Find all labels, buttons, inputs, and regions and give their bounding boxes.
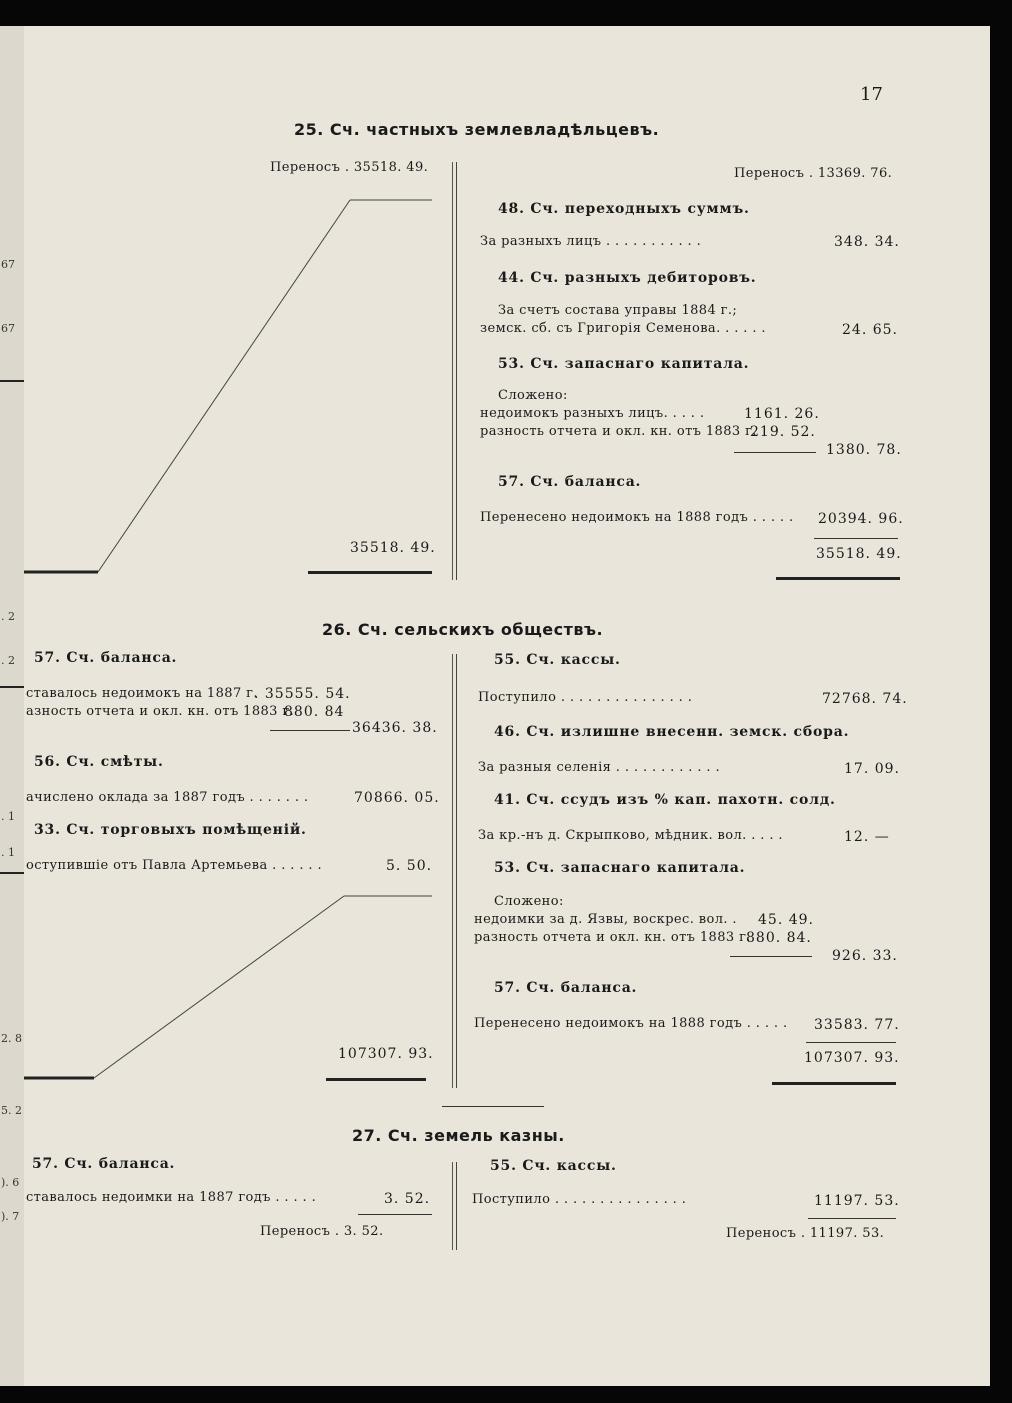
row-57-left-line-1: ставалось недоимокъ на 1887 г. [26, 686, 258, 701]
heading-55: 55. Сч. кассы. [494, 652, 621, 668]
row-57-right-label: Перенесено недоимокъ на 1888 годъ . . . . . [474, 1016, 788, 1031]
row-55-amount: 72768. 74. [822, 691, 908, 707]
row-57-left-line-2: азность отчета и окл. кн. отъ 1883 г. [26, 704, 295, 719]
row-33-label: оступившіе отъ Павла Артемьева . . . . . . [26, 858, 323, 873]
heading-56: 56. Сч. смѣты. [34, 754, 164, 770]
right-total-25: 35518. 49. [816, 546, 902, 562]
row-44-label-2: земск. сб. съ Григорія Семенова. . . . . . [480, 321, 766, 336]
prev-fragment: ). 6 [1, 1176, 20, 1189]
row-57-sec27-amount: 3. 52. [384, 1191, 431, 1207]
left-total-25: 35518. 49. [350, 540, 436, 556]
row-53-right-amount-2: 880. 84. [746, 930, 812, 946]
section-26-title: 26. Сч. сельскихъ обществъ. [322, 620, 604, 639]
prev-fragment: 67 [1, 322, 15, 335]
row-55-sec27-label: Поступило . . . . . . . . . . . . . . . [472, 1192, 687, 1207]
row-53-amount-2: 219. 52. [750, 424, 816, 440]
heading-53: 53. Сч. запаснаго капитала. [498, 356, 750, 372]
row-57-amount: 20394. 96. [818, 511, 904, 527]
prev-fragment: . 2 [1, 654, 15, 667]
left-total-26: 107307. 93. [338, 1046, 434, 1062]
row-53-right-total: 926. 33. [832, 948, 898, 964]
left-carry-27: Переносъ . 3. 52. [260, 1224, 384, 1239]
row-48-label: За разныхъ лицъ . . . . . . . . . . . [480, 234, 702, 249]
heading-57-left: 57. Сч. баланса. [34, 650, 178, 666]
right-carry-25: Переносъ . 13369. 76. [734, 166, 893, 181]
row-57-left-total: 36436. 38. [352, 720, 438, 736]
row-33-amount: 5. 50. [386, 858, 433, 874]
prev-fragment: . 1 [1, 810, 15, 823]
row-57-left-amount-1: . 35555. 54. [254, 686, 351, 702]
row-53-intro: Сложено: [498, 388, 568, 403]
heading-57: 57. Сч. баланса. [498, 474, 642, 490]
row-55-sec27-amount: 11197. 53. [814, 1193, 900, 1209]
row-57-right-amount: 33583. 77. [814, 1017, 900, 1033]
prev-fragment: . 1 [1, 846, 15, 859]
row-57-label: Перенесено недоимокъ на 1888 годъ . . . . . [480, 510, 794, 525]
row-48-amount: 348. 34. [834, 234, 900, 250]
heading-57-sec27: 57. Сч. баланса. [32, 1156, 176, 1172]
row-46-label: За разныя селенія . . . . . . . . . . . . [478, 760, 721, 775]
right-total-26: 107307. 93. [804, 1050, 900, 1066]
row-55-label: Поступило . . . . . . . . . . . . . . . [478, 690, 693, 705]
row-53-line-2: разность отчета и окл. кн. отъ 1883 г. [480, 424, 757, 439]
row-46-amount: 17. 09. [844, 761, 900, 777]
row-41-amount: 12. — [844, 829, 890, 845]
heading-44: 44. Сч. разныхъ дебиторовъ. [498, 270, 757, 286]
row-44-label-1: За счетъ состава управы 1884 г.; [498, 303, 738, 318]
heading-55-sec27: 55. Сч. кассы. [490, 1158, 617, 1174]
row-57-left-amount-2: 880. 84 [284, 704, 345, 720]
row-53-total: 1380. 78. [826, 442, 902, 458]
heading-41: 41. Сч. ссудъ изъ % кап. пахотн. солд. [494, 792, 836, 808]
row-57-sec27-label: ставалось недоимки на 1887 годъ . . . . . [26, 1190, 317, 1205]
heading-57-right: 57. Сч. баланса. [494, 980, 638, 996]
row-53-amount-1: 1161. 26. [744, 406, 820, 422]
row-53-line-1: недоимокъ разныхъ лицъ. . . . . [480, 406, 705, 421]
row-41-label: За кр.-нъ д. Скрыпково, мѣдник. вол. . . . . [478, 828, 783, 843]
prev-fragment: 5. 2 [1, 1104, 22, 1117]
page-number: 17 [860, 84, 883, 105]
heading-46: 46. Сч. излишне внесенн. земск. сбора. [494, 724, 850, 740]
section-25-title: 25. Сч. частныхъ землевладѣльцевъ. [294, 120, 660, 139]
prev-fragment: . 2 [1, 610, 15, 623]
prev-fragment: ). 7 [1, 1210, 20, 1223]
prev-fragment: 2. 8 [1, 1032, 22, 1045]
row-53-right-intro: Сложено: [494, 894, 564, 909]
row-53-right-line-1: недоимки за д. Язвы, воскрес. вол. . [474, 912, 737, 927]
row-53-right-line-2: разность отчета и окл. кн. отъ 1883 г. [474, 930, 751, 945]
row-56-label: ачислено оклада за 1887 годъ . . . . . . . [26, 790, 309, 805]
heading-48: 48. Сч. переходныхъ суммъ. [498, 201, 750, 217]
row-53-right-amount-1: 45. 49. [758, 912, 814, 928]
right-carry-27: Переносъ . 11197. 53. [726, 1226, 885, 1241]
previous-page-edge [0, 26, 24, 1386]
left-carry-25: Переносъ . 35518. 49. [270, 160, 429, 175]
row-44-amount: 24. 65. [842, 322, 898, 338]
section-27-title: 27. Сч. земель казны. [352, 1126, 565, 1145]
heading-53-right: 53. Сч. запаснаго капитала. [494, 860, 746, 876]
heading-33: 33. Сч. торговыхъ помѣщеній. [34, 822, 307, 838]
ledger-page [24, 26, 990, 1386]
row-56-amount: 70866. 05. [354, 790, 440, 806]
prev-fragment: 67 [1, 258, 15, 271]
